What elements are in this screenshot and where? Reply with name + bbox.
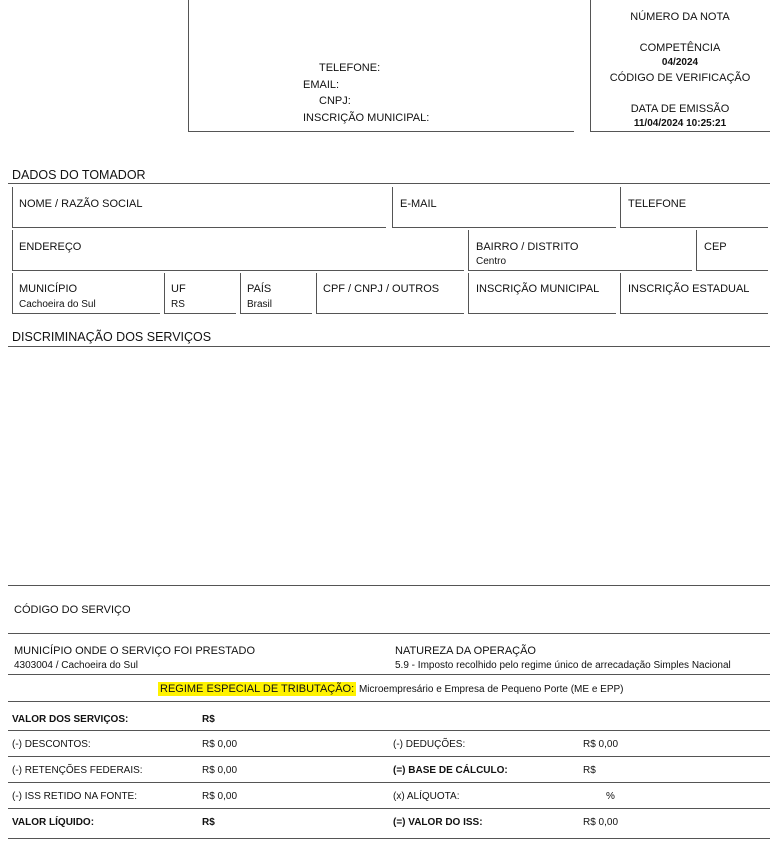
section-divider bbox=[8, 701, 770, 702]
row-divider bbox=[8, 808, 770, 809]
cell-border bbox=[468, 270, 692, 271]
tomador-inscricao-municipal-label: INSCRIÇÃO MUNICIPAL bbox=[476, 283, 600, 295]
iss-retido-value: R$ 0,00 bbox=[202, 791, 238, 802]
base-calculo-value: R$ bbox=[583, 765, 596, 776]
base-calculo-row bbox=[393, 765, 508, 776]
cell-border bbox=[12, 313, 160, 314]
cell-border bbox=[392, 227, 616, 228]
data-emissao-value: 11/04/2024 10:25:21 bbox=[633, 118, 727, 129]
retencoes-label: (-) RETENÇÕES FEDERAIS: bbox=[12, 765, 143, 776]
section-divider bbox=[8, 674, 770, 675]
base-calculo-label: BASE DE CÁLCULO: bbox=[408, 765, 508, 776]
valor-iss-value: R$ 0,00 bbox=[583, 817, 619, 828]
codigo-servico-label: CÓDIGO DO SERVIÇO bbox=[14, 604, 131, 616]
tomador-municipio-value: Cachoeira do Sul bbox=[19, 299, 96, 310]
competencia-label: COMPETÊNCIA bbox=[639, 42, 721, 54]
cell-border bbox=[696, 230, 697, 270]
servicos-section-title: DISCRIMINAÇÃO DOS SERVIÇOS bbox=[12, 330, 212, 344]
tomador-uf-value: RS bbox=[171, 299, 185, 310]
cell-border bbox=[468, 230, 469, 270]
regime-especial-label: REGIME ESPECIAL DE TRIBUTAÇÃO: bbox=[160, 683, 355, 695]
valor-liquido-label: VALOR LÍQUIDO: bbox=[12, 817, 95, 828]
natureza-operacao-label: NATUREZA DA OPERAÇÃO bbox=[395, 645, 536, 657]
aliquota-value: % bbox=[606, 791, 615, 802]
tomador-telefone-label: TELEFONE bbox=[628, 198, 687, 210]
cell-border bbox=[316, 313, 464, 314]
prestador-cnpj-label: CNPJ: bbox=[319, 95, 351, 107]
cell-border bbox=[12, 273, 13, 313]
prestador-email-label: EMAIL: bbox=[303, 79, 340, 91]
tomador-pais-label: PAÍS bbox=[247, 283, 272, 295]
tomador-nome-label: NOME / RAZÃO SOCIAL bbox=[19, 198, 143, 210]
data-emissao-label: DATA DE EMISSÃO bbox=[630, 103, 730, 115]
cell-border bbox=[620, 227, 768, 228]
municipio-prestado-label: MUNICÍPIO ONDE O SERVIÇO FOI PRESTADO bbox=[14, 645, 256, 657]
valor-liquido-value: R$ bbox=[202, 817, 215, 828]
tomador-uf-label: UF bbox=[171, 283, 186, 295]
cell-border bbox=[12, 230, 13, 270]
prestador-telefone-label: TELEFONE: bbox=[319, 62, 381, 74]
codigo-verificacao-label: CÓDIGO DE VERIFICAÇÃO bbox=[609, 72, 751, 84]
cell-border bbox=[468, 313, 616, 314]
tomador-inscricao-estadual-label: INSCRIÇÃO ESTADUAL bbox=[628, 283, 750, 295]
cell-border bbox=[620, 187, 621, 227]
tomador-bairro-label: BAIRRO / DISTRITO bbox=[476, 241, 579, 253]
regime-especial-value: Microempresário e Empresa de Pequeno Porte (ME e EPP) bbox=[358, 684, 624, 695]
base-calculo-prefix: (=) bbox=[393, 765, 406, 776]
natureza-operacao-value: 5.9 - Imposto recolhido pelo regime único de arrecadação Simples Nacional bbox=[395, 660, 731, 671]
cell-border bbox=[620, 313, 768, 314]
tomador-pais-value: Brasil bbox=[247, 299, 273, 310]
competencia-value: 04/2024 bbox=[661, 57, 699, 68]
cell-border bbox=[12, 270, 464, 271]
cell-border bbox=[392, 187, 393, 227]
prestador-inscricao-municipal-label: INSCRIÇÃO MUNICIPAL: bbox=[303, 112, 430, 124]
servicos-area-bottom-line bbox=[8, 585, 770, 586]
aliquota-label: (x) ALÍQUOTA: bbox=[393, 791, 460, 802]
cell-border bbox=[240, 273, 241, 313]
cell-border bbox=[12, 227, 386, 228]
header-right-bottom-line bbox=[590, 131, 770, 132]
tomador-title-underline bbox=[8, 183, 770, 184]
row-divider bbox=[8, 756, 770, 757]
descontos-value: R$ 0,00 bbox=[202, 739, 238, 750]
header-left-divider bbox=[188, 0, 189, 131]
cell-border bbox=[12, 187, 13, 227]
cell-border bbox=[696, 270, 768, 271]
deducoes-value: R$ 0,00 bbox=[583, 739, 619, 750]
iss-retido-label: (-) ISS RETIDO NA FONTE: bbox=[12, 791, 138, 802]
tomador-endereco-label: ENDEREÇO bbox=[19, 241, 82, 253]
retencoes-value: R$ 0,00 bbox=[202, 765, 238, 776]
cell-border bbox=[164, 273, 165, 313]
tomador-cep-label: CEP bbox=[704, 241, 727, 253]
tomador-section-title: DADOS DO TOMADOR bbox=[12, 168, 146, 182]
cell-border bbox=[468, 273, 469, 313]
row-divider bbox=[8, 782, 770, 783]
cell-border bbox=[164, 313, 236, 314]
numero-nota-label: NÚMERO DA NOTA bbox=[630, 11, 730, 23]
valor-servicos-label: VALOR DOS SERVIÇOS: bbox=[12, 714, 129, 725]
municipio-prestado-value: 4303004 / Cachoeira do Sul bbox=[14, 660, 138, 671]
valor-servicos-value: R$ bbox=[202, 714, 215, 725]
valor-iss-label: (=) VALOR DO ISS: bbox=[393, 817, 483, 828]
row-divider bbox=[8, 730, 770, 731]
tomador-email-label: E-MAIL bbox=[400, 198, 437, 210]
tomador-cpf-label: CPF / CNPJ / OUTROS bbox=[323, 283, 440, 295]
cell-border bbox=[316, 273, 317, 313]
cell-border bbox=[240, 313, 312, 314]
tomador-bairro-value: Centro bbox=[476, 256, 507, 267]
servicos-title-underline bbox=[8, 346, 770, 347]
descontos-label: (-) DESCONTOS: bbox=[12, 739, 91, 750]
tomador-municipio-label: MUNICÍPIO bbox=[19, 283, 78, 295]
row-divider bbox=[8, 838, 770, 839]
regime-especial-row bbox=[158, 683, 624, 695]
header-middle-bottom-line bbox=[188, 131, 574, 132]
deducoes-label: (-) DEDUÇÕES: bbox=[393, 739, 466, 750]
section-divider bbox=[8, 633, 770, 634]
cell-border bbox=[620, 273, 621, 313]
